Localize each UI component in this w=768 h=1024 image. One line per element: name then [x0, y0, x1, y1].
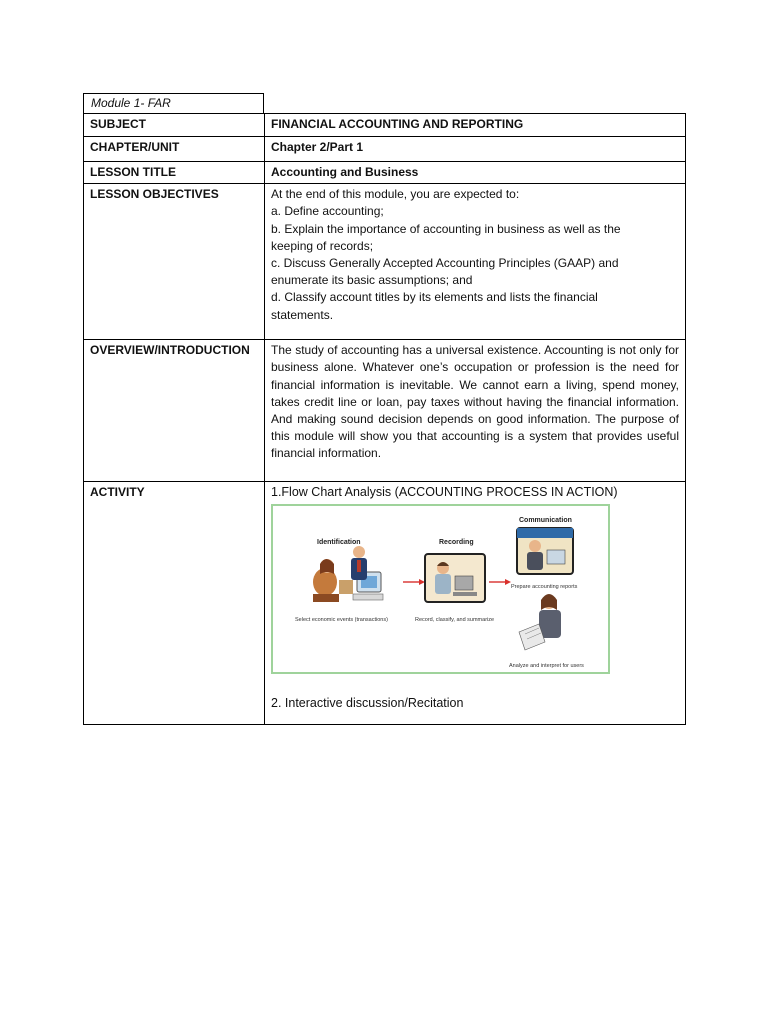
recording-person-icon — [425, 554, 485, 602]
table-row — [84, 482, 686, 725]
lesson-title-value: Accounting and Business — [265, 162, 686, 184]
flow-arrow-icon — [489, 579, 511, 585]
objective-line: enumerate its basic assumptions; and — [271, 273, 473, 288]
table-row — [84, 184, 686, 340]
flow-caption-recording: Record, classify, and summarize — [415, 617, 495, 624]
flow-label-communication: Communication — [519, 517, 572, 525]
flow-label-identification: Identification — [317, 539, 361, 547]
lesson-title-label: LESSON TITLE — [84, 162, 265, 184]
table-row — [84, 340, 686, 482]
activity-item-flow-chart: 1.Flow Chart Analysis (ACCOUNTING PROCESS IN ACTION) — [271, 485, 618, 500]
flow-arrow-icon — [403, 579, 425, 585]
objective-line: statements. — [271, 307, 334, 322]
objective-line: keeping of records; — [271, 238, 374, 253]
communication-person-icon — [517, 528, 573, 574]
accounting-process-figure — [271, 504, 610, 674]
objective-line: b. Explain the importance of accounting in business as well as the — [271, 221, 621, 236]
module-label: Module 1- FAR — [83, 93, 264, 114]
identification-people-icon — [313, 546, 383, 602]
activity-item-discussion: 2. Interactive discussion/Recitation — [271, 696, 464, 711]
flow-caption-reports: Prepare accounting reports — [511, 584, 578, 591]
objective-line: a. Define accounting; — [271, 204, 384, 219]
overview-text: The study of accounting has a universal existence. Accounting is not only for business alone. Whatever one’s occupation or profession is the need for financial information is inevitable. We cannot earn a living, spend money, takes credit line or loan, pay taxes without having the financial information. And making sound decision depends on good information. The purpose of this module will show you that accounting is a system that provides useful financial information. — [271, 343, 679, 461]
overview-value — [265, 340, 686, 482]
chapter-label: CHAPTER/UNIT — [84, 137, 265, 162]
chapter-value: Chapter 2/Part 1 — [265, 137, 686, 162]
objective-line: c. Discuss Generally Accepted Accounting Principles (GAAP) and — [271, 256, 619, 271]
subject-label: SUBJECT — [84, 114, 265, 137]
activity-label: ACTIVITY — [84, 482, 265, 725]
objective-line: d. Classify account titles by its elements and lists the financial — [271, 290, 598, 305]
analyst-person-icon — [519, 594, 561, 650]
table-row — [84, 137, 686, 162]
overview-label: OVERVIEW/INTRODUCTION — [84, 340, 265, 482]
objective-line: At the end of this module, you are expected to: — [271, 187, 520, 202]
lesson-table — [83, 113, 686, 725]
flow-caption-analyze: Analyze and interpret for users — [509, 663, 584, 670]
activity-value — [265, 482, 686, 725]
table-row — [84, 114, 686, 137]
flow-label-recording: Recording — [439, 539, 474, 547]
subject-value: FINANCIAL ACCOUNTING AND REPORTING — [265, 114, 686, 137]
flow-caption-identification: Select economic events (transactions) — [295, 617, 388, 624]
table-row — [84, 162, 686, 184]
objectives-value — [265, 184, 686, 340]
objectives-label: LESSON OBJECTIVES — [84, 184, 265, 340]
